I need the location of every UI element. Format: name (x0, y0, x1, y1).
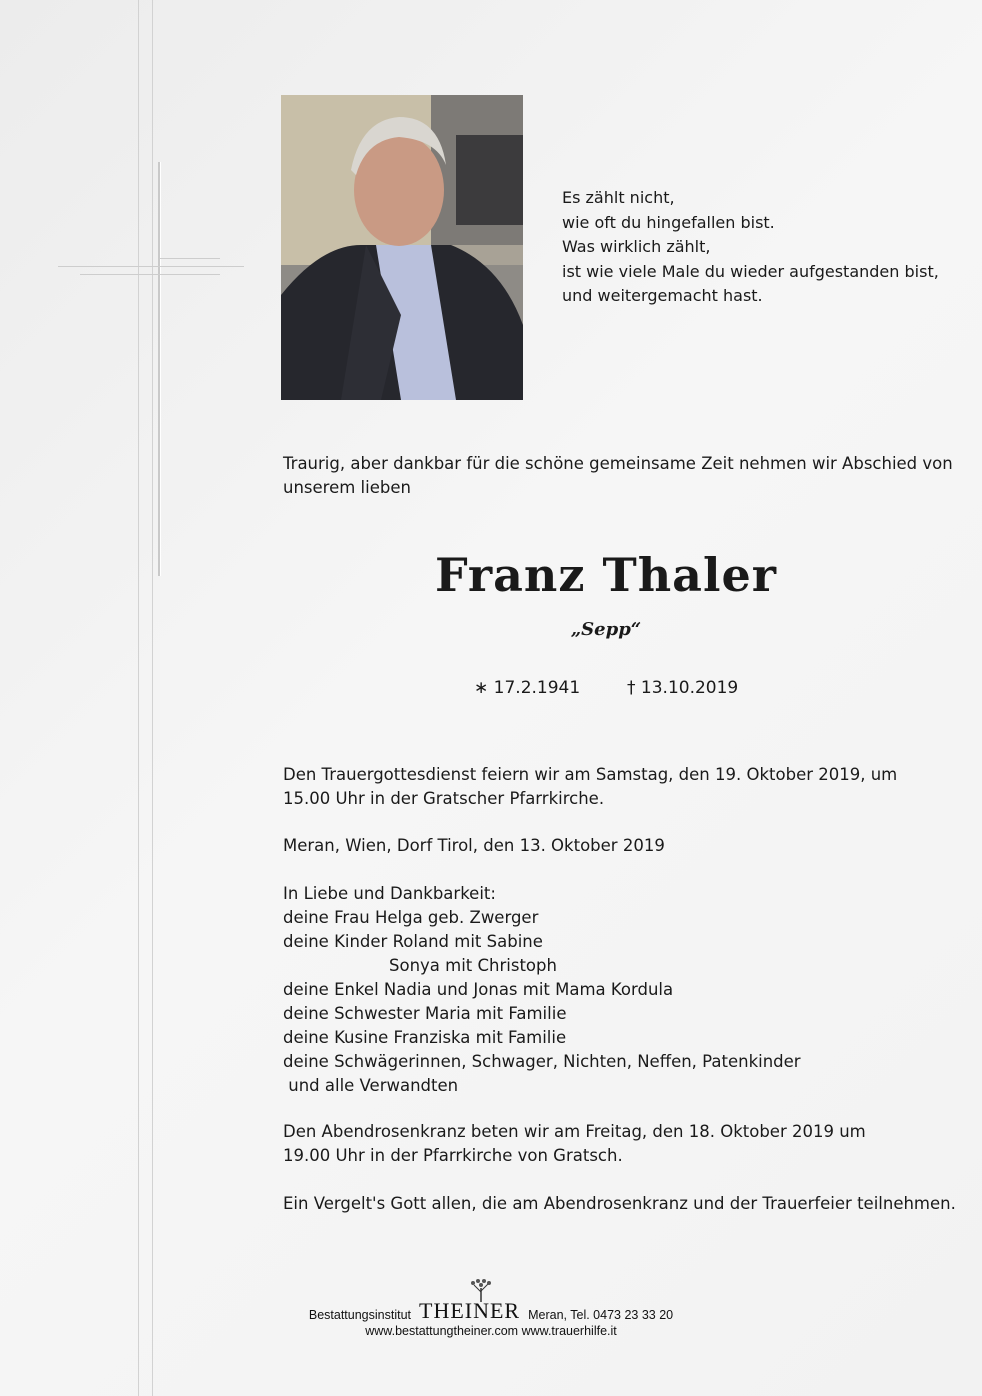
rosary-line: Den Abendrosenkranz beten wir am Freitag, den 18. Oktober 2019 um (283, 1122, 866, 1141)
life-dates (474, 678, 738, 698)
quote-line: wie oft du hingefallen bist. (562, 212, 775, 232)
quote-line: und weitergemacht hast. (562, 286, 763, 305)
deceased-nickname: „Sepp“ (570, 619, 642, 640)
funeral-service-text (283, 763, 897, 811)
mourner-line: deine Kusine Franziska mit Familie (283, 1028, 567, 1047)
portrait-photo (281, 95, 523, 400)
mourner-line: Sonya mit Christoph (389, 956, 557, 975)
mourners-list (283, 882, 801, 1098)
mourner-line: deine Schwägerinnen, Schwager, Nichten, Neffen, Patenkinder (283, 1052, 801, 1071)
mourner-line: In Liebe und Dankbarkeit: (283, 884, 496, 903)
service-line: 15.00 Uhr in der Gratscher Pfarrkirche. (283, 789, 605, 808)
border-line (138, 0, 139, 1396)
footer-websites: www.bestattungtheiner.com www.trauerhilfe.it (365, 1324, 617, 1338)
rosary-text (283, 1120, 866, 1168)
memorial-quote (562, 186, 939, 309)
mourner-line: deine Enkel Nadia und Jonas mit Mama Kordula (283, 980, 674, 999)
deceased-name: Franz Thaler (435, 548, 777, 602)
intro-line: Traurig, aber dankbar für die schöne gemeinsame Zeit nehmen wir Abschied von (283, 454, 953, 473)
brand-name: THEINER (419, 1298, 521, 1323)
footer-contact: Meran, Tel. 0473 23 33 20 (528, 1308, 674, 1322)
thanks-text: Ein Vergelt's Gott allen, die am Abendrosenkranz und der Trauerfeier teilnehmen. (283, 1194, 956, 1213)
birth-star-icon: ∗ (474, 678, 489, 698)
death-date: 13.10.2019 (640, 678, 739, 698)
tree-icon (467, 1278, 495, 1302)
quote-line: Was wirklich zählt, (562, 237, 711, 256)
border-line (152, 0, 153, 1396)
quote-line: Es zählt nicht, (562, 188, 675, 207)
mourner-line: deine Kinder Roland mit Sabine (283, 932, 543, 951)
birth-date: 17.2.1941 (493, 678, 581, 698)
quote-line: ist wie viele Male du wieder aufgestanden bist, (562, 261, 939, 281)
rosary-line: 19.00 Uhr in der Pfarrkirche von Gratsch. (283, 1146, 623, 1165)
intro-line: unserem lieben (283, 478, 411, 497)
place-date: Meran, Wien, Dorf Tirol, den 13. Oktober 2019 (283, 836, 665, 855)
mourner-line: und alle Verwandten (283, 1076, 459, 1095)
service-line: Den Trauergottesdienst feiern wir am Samstag, den 19. Oktober 2019, um (283, 765, 898, 784)
brand-logo (419, 1300, 520, 1322)
mourner-line: deine Frau Helga geb. Zwerger (283, 908, 539, 927)
death-cross-icon: † (627, 678, 636, 698)
funeral-home-footer (0, 1300, 982, 1338)
intro-text (283, 452, 953, 500)
footer-prefix: Bestattungsinstitut (308, 1308, 412, 1322)
mourner-line: deine Schwester Maria mit Familie (283, 1004, 567, 1023)
